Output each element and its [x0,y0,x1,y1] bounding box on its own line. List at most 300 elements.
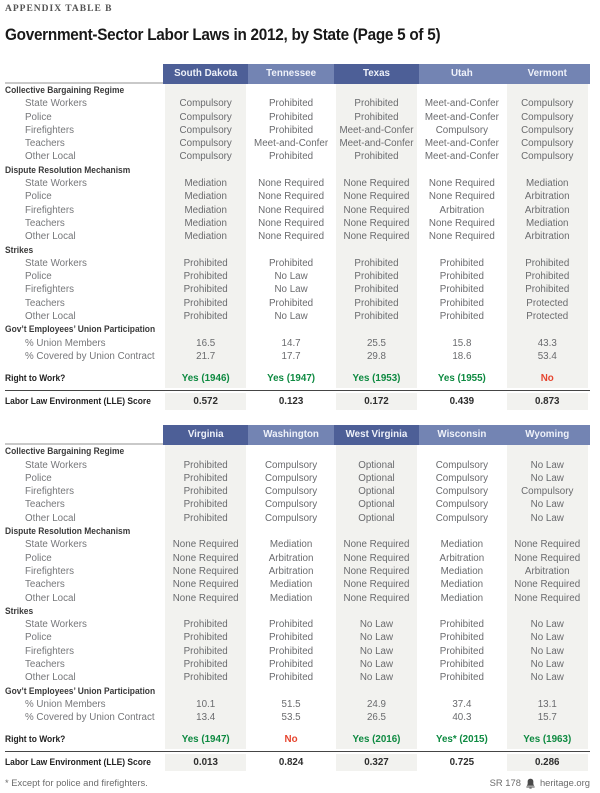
cell-value: Prohibited [163,498,248,511]
data-row [5,150,590,163]
data-row [5,512,590,525]
page-footer [5,777,590,789]
empty-cell [505,525,590,538]
empty-cell [163,84,248,97]
cell-value: 40.3 [419,711,504,724]
row-label: Other Local [25,592,76,604]
data-row [5,498,590,511]
row-label: Teachers [25,297,65,309]
cell-value: Prohibited [248,297,333,310]
data-row [5,257,590,270]
empty-cell [334,605,419,618]
row-label: Police [25,271,52,283]
cell-value: Meet-and-Confer [248,137,333,150]
state-column-header: South Dakota [163,64,248,84]
empty-cell [505,164,590,177]
cell-value: Mediation [248,592,333,605]
cell-value: Compulsory [163,137,248,150]
cell-value: None Required [419,177,504,190]
state-table [5,425,590,771]
cell-value: Compulsory [248,485,333,498]
footer-source [490,777,590,789]
cell-value: No Law [334,658,419,671]
lle-score-value: 0.572 [163,393,248,410]
empty-cell [419,84,504,97]
cell-value: 21.7 [163,350,248,363]
data-row [5,124,590,137]
empty-cell [334,445,419,458]
row-label: % Covered by Union Contract [25,712,155,724]
cell-value: None Required [334,177,419,190]
cell-value: None Required [163,538,248,551]
cell-value: 37.4 [419,698,504,711]
cell-value: No Law [505,671,590,684]
stripe-gap-row [5,724,590,731]
section-label: Collective Bargaining Regime [5,446,125,458]
empty-cell [419,323,504,336]
cell-value: Prohibited [163,671,248,684]
gap-cell [163,363,248,370]
cell-value: Prohibited [334,97,419,110]
row-label: Other Local [25,231,76,243]
gap-label-spacer [5,724,163,731]
row-label: State Workers [25,257,87,269]
empty-cell [163,445,248,458]
section-header-row [5,84,590,97]
cell-value: None Required [334,552,419,565]
cell-value: Compulsory [248,512,333,525]
state-column-header: Wyoming [505,425,590,445]
lle-score-row [5,393,590,410]
cell-value: No Law [334,631,419,644]
empty-cell [163,605,248,618]
cell-value: None Required [334,565,419,578]
data-row [5,459,590,472]
cell-value: Prohibited [419,658,504,671]
cell-value: None Required [163,592,248,605]
cell-value: Prohibited [248,618,333,631]
right-to-work-value: Yes* (2015) [419,731,504,749]
empty-cell [248,84,333,97]
section-label: Collective Bargaining Regime [5,85,125,96]
cell-value: No Law [248,283,333,296]
cell-value: Arbitration [419,552,504,565]
cell-value: None Required [334,230,419,243]
cell-value: Prohibited [163,512,248,525]
appendix-label: APPENDIX TABLE B [5,4,113,14]
cell-value: No Law [505,512,590,525]
cell-value: 25.5 [334,337,419,350]
gap-label-spacer [5,363,163,370]
state-table [5,64,590,410]
cell-value: Prohibited [505,283,590,296]
data-row [5,283,590,296]
cell-value: None Required [419,190,504,203]
cell-value: No Law [334,618,419,631]
cell-value: Compulsory [419,512,504,525]
row-label: Other Local [25,512,76,524]
empty-cell [505,685,590,698]
data-row [5,711,590,724]
cell-value: None Required [505,552,590,565]
data-row [5,671,590,684]
cell-value: Prohibited [419,297,504,310]
cell-value: Arbitration [505,565,590,578]
state-column-header: West Virginia [334,425,419,445]
right-to-work-value: Yes (1947) [248,370,333,388]
cell-value: None Required [163,552,248,565]
cell-value: Prohibited [163,283,248,296]
empty-cell [248,164,333,177]
lle-score-value: 0.439 [419,393,504,410]
data-row [5,552,590,565]
cell-value: 24.9 [334,698,419,711]
cell-value: Arbitration [505,204,590,217]
cell-value: Prohibited [334,310,419,323]
cell-value: 17.7 [248,350,333,363]
lle-score-value: 0.824 [248,754,333,771]
cell-value: None Required [419,217,504,230]
empty-cell [248,323,333,336]
cell-value: No Law [505,459,590,472]
empty-cell [419,525,504,538]
cell-value: Meet-and-Confer [419,137,504,150]
cell-value: Mediation [163,217,248,230]
cell-value: Protected [505,310,590,323]
row-label: Firefighters [25,204,74,216]
row-label: State Workers [25,619,87,631]
cell-value: Arbitration [248,552,333,565]
table-header-row [5,425,590,445]
cell-value: Arbitration [505,230,590,243]
section-header-row [5,323,590,336]
cell-value: Arbitration [419,204,504,217]
data-row [5,592,590,605]
cell-value: None Required [248,217,333,230]
data-row [5,337,590,350]
data-row [5,565,590,578]
data-row [5,485,590,498]
cell-value: Compulsory [419,124,504,137]
gap-cell [248,724,333,731]
data-row [5,538,590,551]
state-column-header: Tennessee [248,64,333,84]
cell-value: Compulsory [505,137,590,150]
lle-score-value: 0.725 [419,754,504,771]
cell-value: Prohibited [419,618,504,631]
cell-value: Compulsory [419,459,504,472]
gap-cell [505,724,590,731]
data-row [5,472,590,485]
data-row [5,270,590,283]
state-column-header: Utah [419,64,504,84]
cell-value: Compulsory [505,111,590,124]
cell-value: None Required [334,538,419,551]
empty-cell [505,605,590,618]
row-label: Firefighters [25,124,74,136]
cell-value: Prohibited [163,472,248,485]
cell-value: Mediation [419,565,504,578]
empty-cell [334,685,419,698]
cell-value: Protected [505,297,590,310]
cell-value: Prohibited [163,270,248,283]
empty-cell [163,525,248,538]
row-label: % Union Members [25,337,106,349]
cell-value: Prohibited [163,618,248,631]
cell-value: Optional [334,459,419,472]
cell-value: Prohibited [163,459,248,472]
data-row [5,177,590,190]
gap-cell [505,363,590,370]
cell-value: Prohibited [248,631,333,644]
row-label: Firefighters [25,565,74,577]
cell-value: Compulsory [163,97,248,110]
row-label: Police [25,632,52,644]
empty-cell [334,164,419,177]
cell-value: Arbitration [505,190,590,203]
gap-cell [163,724,248,731]
cell-value: Prohibited [419,257,504,270]
divider-rule [5,390,590,391]
right-to-work-row [5,731,590,749]
cell-value: Prohibited [419,270,504,283]
right-to-work-value: Yes (1963) [505,731,590,749]
cell-value: 26.5 [334,711,419,724]
empty-cell [419,605,504,618]
state-column-header: Texas [334,64,419,84]
row-label: % Union Members [25,698,106,710]
cell-value: Compulsory [419,498,504,511]
data-row [5,578,590,591]
gap-cell [334,724,419,731]
cell-value: 53.4 [505,350,590,363]
cell-value: None Required [334,204,419,217]
row-label: Teachers [25,138,65,150]
cell-value: Mediation [248,538,333,551]
data-row [5,631,590,644]
row-label: State Workers [25,539,87,551]
cell-value: 10.1 [163,698,248,711]
cell-value: None Required [334,190,419,203]
cell-value: Prohibited [248,257,333,270]
section-header-row [5,445,590,458]
header-label-spacer [5,64,163,84]
empty-cell [248,605,333,618]
gap-cell [334,363,419,370]
cell-value: Compulsory [505,124,590,137]
cell-value: Mediation [163,190,248,203]
cell-value: Optional [334,512,419,525]
cell-value: Optional [334,498,419,511]
row-label: State Workers [25,178,87,190]
cell-value: Compulsory [248,459,333,472]
cell-value: Mediation [419,592,504,605]
cell-value: None Required [248,204,333,217]
lle-score-value: 0.123 [248,393,333,410]
row-label: Teachers [25,579,65,591]
cell-value: None Required [248,190,333,203]
section-label: Dispute Resolution Mechanism [5,526,131,538]
section-header-row [5,605,590,618]
row-label: Other Local [25,311,76,323]
footnote: * Except for police and firefighters. [5,777,148,789]
gap-cell [419,724,504,731]
lle-score-value: 0.873 [505,393,590,410]
cell-value: 14.7 [248,337,333,350]
empty-cell [505,445,590,458]
cell-value: Prohibited [505,270,590,283]
state-column-header: Virginia [163,425,248,445]
cell-value: None Required [505,538,590,551]
cell-value: Prohibited [248,645,333,658]
cell-value: Prohibited [248,150,333,163]
empty-cell [419,445,504,458]
section-label: Strikes [5,244,34,256]
header-label-spacer [5,425,163,445]
data-row [5,217,590,230]
cell-value: None Required [334,217,419,230]
cell-value: Meet-and-Confer [334,137,419,150]
cell-value: Prohibited [419,631,504,644]
row-label: Other Local [25,151,76,163]
right-to-work-value: Yes (1955) [419,370,504,388]
cell-value: Prohibited [334,257,419,270]
lle-score-label: Labor Law Environment (LLE) Score [5,757,151,769]
row-label: Teachers [25,499,65,511]
cell-value: None Required [163,578,248,591]
section-header-row [5,525,590,538]
cell-value: Meet-and-Confer [334,124,419,137]
cell-value: 53.5 [248,711,333,724]
section-label: Dispute Resolution Mechanism [5,164,131,176]
lle-score-value: 0.286 [505,754,590,771]
right-to-work-value: Yes (2016) [334,731,419,749]
cell-value: Compulsory [419,472,504,485]
cell-value: 15.8 [419,337,504,350]
cell-value: Prohibited [419,283,504,296]
cell-value: 16.5 [163,337,248,350]
lle-score-value: 0.013 [163,754,248,771]
row-label: Firefighters [25,645,74,657]
cell-value: Arbitration [248,565,333,578]
cell-value: Prohibited [248,124,333,137]
cell-value: 51.5 [248,698,333,711]
cell-value: No Law [334,645,419,658]
empty-cell [419,685,504,698]
data-row [5,618,590,631]
state-column-header: Wisconsin [419,425,504,445]
report-code: SR 178 [489,777,521,789]
cell-value: Prohibited [163,658,248,671]
empty-cell [505,84,590,97]
lle-score-value: 0.172 [334,393,419,410]
cell-value: Prohibited [334,297,419,310]
cell-value: Prohibited [334,283,419,296]
data-row [5,97,590,110]
site-name: heritage.org [539,777,590,789]
empty-cell [419,244,504,257]
cell-value: Compulsory [505,150,590,163]
row-label: Firefighters [25,284,74,296]
cell-value: 43.3 [505,337,590,350]
cell-value: Meet-and-Confer [419,97,504,110]
gap-cell [419,363,504,370]
cell-value: Optional [334,472,419,485]
cell-value: No Law [505,631,590,644]
stripe-gap-row [5,363,590,370]
cell-value: None Required [505,592,590,605]
cell-value: 13.4 [163,711,248,724]
cell-value: 18.6 [419,350,504,363]
cell-value: Prohibited [248,111,333,124]
empty-cell [248,445,333,458]
cell-value: Mediation [505,217,590,230]
cell-value: None Required [505,578,590,591]
lle-score-label: Labor Law Environment (LLE) Score [5,396,151,408]
cell-value: Compulsory [163,124,248,137]
cell-value: Prohibited [163,257,248,270]
page-title: Government-Sector Labor Laws in 2012, by State (Page 5 of 5) [5,25,441,44]
cell-value: Mediation [419,538,504,551]
cell-value: Prohibited [163,631,248,644]
cell-value: None Required [419,230,504,243]
cell-value: Prohibited [419,645,504,658]
cell-value: Prohibited [163,297,248,310]
cell-value: Prohibited [248,671,333,684]
cell-value: Optional [334,485,419,498]
section-header-row [5,244,590,257]
data-row [5,297,590,310]
gap-cell [248,363,333,370]
empty-cell [334,323,419,336]
row-label: State Workers [25,459,87,471]
cell-value: Compulsory [505,485,590,498]
section-label: Gov’t Employees’ Union Participation [5,685,156,697]
right-to-work-row [5,370,590,388]
section-label: Strikes [5,605,34,617]
data-row [5,350,590,363]
empty-cell [334,244,419,257]
cell-value: Compulsory [163,111,248,124]
empty-cell [334,84,419,97]
right-to-work-label: Right to Work? [5,734,66,746]
cell-value: Prohibited [163,485,248,498]
row-label: Police [25,552,52,564]
cell-value: 29.8 [334,350,419,363]
empty-cell [248,685,333,698]
state-tables-container [5,64,592,771]
cell-value: Compulsory [248,498,333,511]
cell-value: No Law [334,671,419,684]
cell-value: Prohibited [334,150,419,163]
cell-value: Prohibited [334,270,419,283]
empty-cell [163,164,248,177]
right-to-work-value: No [248,731,333,749]
data-row [5,310,590,323]
row-label: Police [25,111,52,123]
cell-value: Mediation [419,578,504,591]
cell-value: Mediation [163,177,248,190]
cell-value: Mediation [505,177,590,190]
cell-value: No Law [505,618,590,631]
cell-value: Compulsory [163,150,248,163]
cell-value: Mediation [248,578,333,591]
cell-value: Prohibited [163,310,248,323]
table-header-row [5,64,590,84]
data-row [5,111,590,124]
cell-value: No Law [248,310,333,323]
row-label: Police [25,191,52,203]
